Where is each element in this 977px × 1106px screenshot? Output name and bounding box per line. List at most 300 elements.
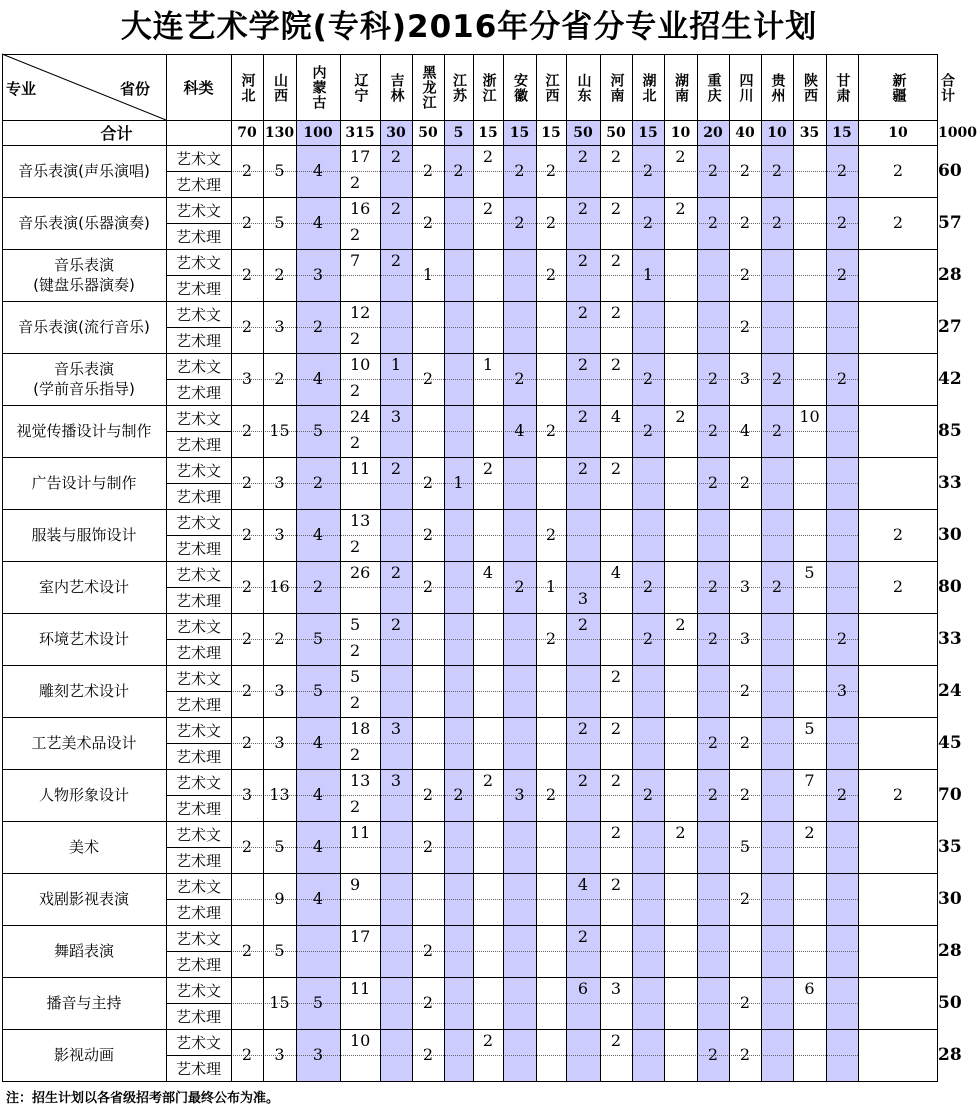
shaded-column xyxy=(503,120,536,1081)
quota-combined: 2 xyxy=(545,213,557,232)
province-total: 315 xyxy=(345,124,375,141)
quota-combined: 2 xyxy=(642,213,654,232)
row-total: 60 xyxy=(938,161,962,181)
row-total: 33 xyxy=(938,473,962,493)
quota-combined: 5 xyxy=(312,629,324,648)
quota-combined: 3 xyxy=(312,265,324,284)
quota-combined: 2 xyxy=(422,213,434,232)
quota-combined: 2 xyxy=(422,369,434,388)
stream-arts-liberal: 艺术文 xyxy=(175,1033,221,1052)
quota-arts-liberal: 5 xyxy=(804,563,815,582)
quota-combined: 2 xyxy=(707,733,719,752)
major-name: 音乐表演(声乐演唱) xyxy=(18,162,150,180)
quota-combined: 2 xyxy=(422,161,434,180)
province-header: 河南 xyxy=(608,72,625,103)
quota-combined: 5 xyxy=(274,837,285,856)
quota-arts-liberal: 2 xyxy=(577,407,589,426)
quota-arts-liberal: 26 xyxy=(350,563,371,582)
quota-combined: 2 xyxy=(274,265,285,284)
quota-combined: 2 xyxy=(836,629,848,648)
quota-arts-liberal: 2 xyxy=(390,615,402,634)
row-total: 70 xyxy=(938,785,962,805)
quota-arts-liberal: 1 xyxy=(482,355,494,374)
shaded-column xyxy=(761,120,793,1081)
grid-line xyxy=(296,54,297,1081)
stream-arts-liberal: 艺术文 xyxy=(175,981,221,1000)
quota-combined: 2 xyxy=(642,629,654,648)
stream-arts-liberal: 艺术文 xyxy=(175,721,221,740)
quota-combined: 2 xyxy=(739,213,751,232)
quota-combined: 5 xyxy=(274,213,285,232)
row-total: 24 xyxy=(938,681,962,701)
quota-combined: 2 xyxy=(707,369,719,388)
stream-arts-science: 艺术理 xyxy=(175,955,221,974)
province-header: 江西 xyxy=(543,72,560,103)
quota-combined: 2 xyxy=(707,1045,719,1064)
quota-arts-liberal: 3 xyxy=(390,771,402,790)
quota-combined: 1 xyxy=(453,473,464,492)
quota-combined: 3 xyxy=(241,369,253,388)
row-total: 80 xyxy=(938,577,962,597)
province-total: 10 xyxy=(888,124,908,141)
stream-arts-liberal: 艺术文 xyxy=(175,253,221,272)
quota-combined: 2 xyxy=(422,941,434,960)
quota-combined: 2 xyxy=(771,577,783,596)
quota-arts-liberal: 2 xyxy=(675,199,686,218)
quota-arts-science: 2 xyxy=(350,797,361,816)
quota-combined: 4 xyxy=(312,733,324,752)
quota-arts-liberal: 24 xyxy=(350,407,371,426)
quota-combined: 2 xyxy=(422,1045,434,1064)
province-header: 甘肃 xyxy=(834,72,851,103)
major-name: 室内艺术设计 xyxy=(38,578,129,596)
quota-arts-liberal: 2 xyxy=(577,147,589,166)
quota-arts-liberal: 2 xyxy=(577,303,589,322)
quota-combined: 2 xyxy=(707,161,719,180)
quota-combined: 4 xyxy=(739,421,751,440)
quota-combined: 2 xyxy=(545,161,557,180)
row-total: 33 xyxy=(938,629,962,649)
quota-combined: 3 xyxy=(274,1045,285,1064)
quota-combined: 2 xyxy=(739,733,751,752)
quota-arts-liberal: 2 xyxy=(610,875,622,894)
quota-combined: 2 xyxy=(241,213,253,232)
quota-arts-liberal: 2 xyxy=(577,927,589,946)
quota-combined: 2 xyxy=(707,577,719,596)
row-total: 57 xyxy=(938,213,962,233)
quota-arts-liberal: 13 xyxy=(350,511,371,530)
province-header: 陕西 xyxy=(802,72,818,103)
quota-combined: 5 xyxy=(312,993,324,1012)
quota-arts-liberal: 2 xyxy=(577,355,589,374)
quota-combined: 4 xyxy=(312,213,324,232)
quota-combined: 2 xyxy=(453,161,464,180)
province-total: 5 xyxy=(453,124,464,141)
footnote: 注：招生计划以各省级招考部门最终公布为准。 xyxy=(6,1091,280,1106)
province-total: 15 xyxy=(509,124,530,141)
province-header: 河北 xyxy=(239,72,256,103)
stream-arts-liberal: 艺术文 xyxy=(175,357,221,376)
row-total: 45 xyxy=(938,733,962,753)
quota-combined: 2 xyxy=(241,161,253,180)
major-name: 人物形象设计 xyxy=(38,786,129,804)
quota-combined: 2 xyxy=(892,525,904,544)
stream-arts-science: 艺术理 xyxy=(175,1059,221,1078)
stream-arts-science: 艺术理 xyxy=(175,695,221,714)
quota-combined: 1 xyxy=(422,265,434,284)
stream-arts-science: 艺术理 xyxy=(175,643,221,662)
quota-combined: 2 xyxy=(739,265,751,284)
quota-combined: 2 xyxy=(739,317,751,336)
quota-combined: 2 xyxy=(739,785,751,804)
quota-combined: 2 xyxy=(707,629,719,648)
grid-line xyxy=(412,54,413,1081)
stream-arts-liberal: 艺术文 xyxy=(175,201,221,220)
grid-line xyxy=(263,54,264,1081)
quota-combined: 3 xyxy=(739,577,751,596)
province-total: 50 xyxy=(573,124,593,141)
quota-combined: 2 xyxy=(707,421,719,440)
quota-combined: 4 xyxy=(312,161,324,180)
stream-arts-science: 艺术理 xyxy=(175,903,221,922)
quota-combined: 2 xyxy=(771,161,783,180)
quota-combined: 2 xyxy=(739,681,751,700)
major-name: 戏剧影视表演 xyxy=(38,890,129,908)
quota-combined: 2 xyxy=(642,577,654,596)
quota-combined: 2 xyxy=(739,473,751,492)
province-total: 30 xyxy=(386,124,406,141)
quota-arts-liberal: 2 xyxy=(610,771,622,790)
quota-arts-liberal: 2 xyxy=(675,823,686,842)
province-header: 吉林 xyxy=(388,72,405,103)
stream-arts-liberal: 艺术文 xyxy=(175,565,221,584)
quota-combined: 4 xyxy=(312,889,324,908)
stream-arts-science: 艺术理 xyxy=(175,591,221,610)
major-name: 雕刻艺术设计 xyxy=(38,682,129,700)
quota-arts-liberal: 4 xyxy=(577,875,589,894)
province-header: 湖北 xyxy=(640,72,657,103)
quota-combined: 2 xyxy=(422,993,434,1012)
quota-arts-science: 2 xyxy=(350,537,361,556)
quota-combined: 2 xyxy=(892,161,904,180)
quota-arts-liberal: 2 xyxy=(610,355,622,374)
stream-arts-science: 艺术理 xyxy=(175,435,221,454)
quota-arts-liberal: 2 xyxy=(390,563,402,582)
quota-combined: 2 xyxy=(422,577,434,596)
province-total: 35 xyxy=(799,124,820,141)
row-total: 35 xyxy=(938,837,962,857)
quota-combined: 3 xyxy=(514,785,525,804)
quota-arts-liberal: 2 xyxy=(577,615,589,634)
quota-arts-liberal: 3 xyxy=(390,407,402,426)
stream-arts-liberal: 艺术文 xyxy=(175,461,221,480)
row-total: 28 xyxy=(938,265,962,285)
province-header-label: 省份 xyxy=(120,80,151,98)
quota-arts-liberal: 11 xyxy=(350,979,371,998)
quota-combined: 2 xyxy=(514,161,525,180)
quota-combined: 2 xyxy=(707,785,719,804)
quota-combined: 2 xyxy=(707,473,719,492)
quota-arts-liberal: 2 xyxy=(482,147,494,166)
major-name: 音乐表演 (学前音乐指导) xyxy=(33,360,135,398)
quota-combined: 2 xyxy=(241,837,253,856)
quota-combined: 2 xyxy=(241,941,253,960)
quota-combined: 9 xyxy=(274,889,285,908)
quota-combined: 2 xyxy=(892,213,904,232)
quota-arts-liberal: 2 xyxy=(482,1031,494,1050)
quota-combined: 2 xyxy=(241,629,253,648)
quota-combined: 3 xyxy=(312,1045,324,1064)
quota-combined: 2 xyxy=(241,473,253,492)
row-total: 30 xyxy=(938,889,962,909)
row-total: 28 xyxy=(938,941,962,961)
quota-arts-liberal: 13 xyxy=(350,771,371,790)
quota-combined: 2 xyxy=(241,577,253,596)
quota-arts-science: 2 xyxy=(350,641,361,660)
quota-combined: 2 xyxy=(422,473,434,492)
quota-arts-science: 3 xyxy=(577,589,589,608)
quota-combined: 2 xyxy=(892,577,904,596)
quota-combined: 2 xyxy=(642,161,654,180)
quota-arts-liberal: 10 xyxy=(350,355,371,374)
province-total: 15 xyxy=(832,124,852,141)
quota-combined: 3 xyxy=(739,629,751,648)
row-total: 85 xyxy=(938,421,962,441)
quota-arts-science: 2 xyxy=(350,745,361,764)
grid-line xyxy=(632,54,633,1081)
stream-arts-liberal: 艺术文 xyxy=(175,669,221,688)
quota-combined: 2 xyxy=(241,681,253,700)
grid-line xyxy=(2,54,3,1081)
quota-combined: 3 xyxy=(274,733,285,752)
quota-combined: 2 xyxy=(545,265,557,284)
quota-arts-liberal: 2 xyxy=(675,615,686,634)
stream-arts-science: 艺术理 xyxy=(175,851,221,870)
quota-combined: 3 xyxy=(274,681,285,700)
province-header: 四川 xyxy=(737,72,754,103)
quota-arts-liberal: 2 xyxy=(610,459,622,478)
quota-arts-science: 2 xyxy=(350,381,361,400)
quota-arts-liberal: 12 xyxy=(350,303,371,322)
stream-arts-science: 艺术理 xyxy=(175,539,221,558)
province-total: 15 xyxy=(478,124,498,141)
province-total: 70 xyxy=(237,124,257,141)
quota-arts-liberal: 2 xyxy=(610,823,622,842)
province-header: 内蒙古 xyxy=(310,65,327,110)
quota-arts-liberal: 2 xyxy=(675,147,686,166)
major-header-label: 专业 xyxy=(6,80,37,98)
quota-combined: 4 xyxy=(514,421,525,440)
quota-combined: 2 xyxy=(836,785,848,804)
quota-combined: 2 xyxy=(739,993,751,1012)
quota-arts-liberal: 1 xyxy=(390,355,402,374)
stream-arts-liberal: 艺术文 xyxy=(175,305,221,324)
quota-combined: 2 xyxy=(739,1045,751,1064)
grid-line xyxy=(761,54,762,1081)
grid-line xyxy=(858,54,859,1081)
province-header: 重庆 xyxy=(705,72,722,103)
quota-arts-liberal: 9 xyxy=(350,875,361,894)
province-header: 辽宁 xyxy=(352,72,369,103)
major-name: 工艺美术品设计 xyxy=(31,734,137,752)
quota-arts-liberal: 5 xyxy=(350,667,361,686)
quota-arts-liberal: 17 xyxy=(350,927,371,946)
quota-combined: 3 xyxy=(241,785,253,804)
quota-arts-liberal: 17 xyxy=(350,147,371,166)
quota-combined: 2 xyxy=(771,213,783,232)
quota-combined: 5 xyxy=(312,421,324,440)
quota-arts-liberal: 2 xyxy=(577,199,589,218)
quota-combined: 2 xyxy=(739,889,751,908)
quota-combined: 2 xyxy=(241,317,253,336)
quota-combined: 2 xyxy=(241,733,253,752)
province-header: 浙江 xyxy=(480,72,497,103)
quota-combined: 5 xyxy=(739,837,751,856)
quota-combined: 2 xyxy=(892,785,904,804)
province-total: 15 xyxy=(638,124,658,141)
major-name: 播音与主持 xyxy=(46,994,122,1012)
quota-combined: 2 xyxy=(312,473,324,492)
quota-arts-liberal: 2 xyxy=(482,771,494,790)
quota-combined: 4 xyxy=(312,525,324,544)
province-total: 10 xyxy=(767,124,787,141)
quota-combined: 2 xyxy=(241,421,253,440)
quota-combined: 2 xyxy=(422,785,434,804)
quota-combined: 2 xyxy=(545,629,557,648)
quota-combined: 2 xyxy=(836,161,848,180)
grid-line xyxy=(826,54,827,1081)
quota-arts-liberal: 16 xyxy=(350,199,371,218)
province-total: 1000 xyxy=(938,124,977,141)
quota-arts-liberal: 2 xyxy=(577,459,589,478)
province-header: 湖南 xyxy=(673,72,689,103)
stream-arts-liberal: 艺术文 xyxy=(175,149,221,168)
quota-combined: 4 xyxy=(312,369,324,388)
stream-arts-science: 艺术理 xyxy=(175,227,221,246)
quota-combined: 2 xyxy=(514,213,525,232)
quota-combined: 4 xyxy=(312,785,324,804)
province-header: 合计 xyxy=(939,72,955,103)
quota-combined: 2 xyxy=(422,525,434,544)
quota-arts-liberal: 2 xyxy=(610,251,622,270)
quota-combined: 1 xyxy=(642,265,654,284)
province-total: 50 xyxy=(418,124,438,141)
stream-arts-liberal: 艺术文 xyxy=(175,409,221,428)
quota-combined: 3 xyxy=(274,317,285,336)
quota-arts-liberal: 2 xyxy=(390,459,402,478)
quota-arts-liberal: 3 xyxy=(390,719,402,738)
shaded-column xyxy=(444,120,473,1081)
province-total: 10 xyxy=(670,124,691,141)
quota-combined: 3 xyxy=(739,369,751,388)
quota-arts-science: 2 xyxy=(350,329,361,348)
stream-arts-science: 艺术理 xyxy=(175,279,221,298)
quota-arts-liberal: 2 xyxy=(675,407,686,426)
quota-combined: 3 xyxy=(274,525,285,544)
quota-arts-liberal: 5 xyxy=(350,615,361,634)
quota-combined: 5 xyxy=(312,681,324,700)
quota-combined: 1 xyxy=(545,577,557,596)
row-total: 30 xyxy=(938,525,962,545)
quota-combined: 2 xyxy=(274,629,285,648)
stream-arts-science: 艺术理 xyxy=(175,1007,221,1026)
quota-arts-liberal: 3 xyxy=(610,979,622,998)
quota-combined: 2 xyxy=(241,1045,253,1064)
quota-arts-liberal: 2 xyxy=(804,823,815,842)
major-name: 音乐表演(流行音乐) xyxy=(18,318,150,336)
page-title: 大连艺术学院(专科)2016年分省分专业招生计划 xyxy=(120,9,818,45)
quota-combined: 2 xyxy=(771,369,783,388)
quota-combined: 15 xyxy=(269,421,290,440)
stream-arts-liberal: 艺术文 xyxy=(175,877,221,896)
quota-arts-liberal: 2 xyxy=(610,147,622,166)
quota-combined: 2 xyxy=(241,525,253,544)
province-total: 15 xyxy=(541,124,561,141)
grid-line xyxy=(231,54,232,1081)
stream-arts-liberal: 艺术文 xyxy=(175,773,221,792)
quota-arts-liberal: 2 xyxy=(390,147,402,166)
province-total: 100 xyxy=(303,124,333,141)
major-name: 服装与服饰设计 xyxy=(31,526,137,544)
quota-arts-science: 2 xyxy=(350,173,361,192)
province-header: 贵州 xyxy=(769,72,786,103)
row-total: 42 xyxy=(938,369,962,389)
quota-combined: 16 xyxy=(269,577,290,596)
quota-arts-liberal: 2 xyxy=(482,199,494,218)
quota-combined: 2 xyxy=(545,421,557,440)
stream-arts-science: 艺术理 xyxy=(175,383,221,402)
quota-arts-liberal: 4 xyxy=(610,407,622,426)
quota-arts-liberal: 2 xyxy=(577,771,589,790)
quota-combined: 2 xyxy=(241,265,253,284)
quota-combined: 2 xyxy=(836,213,848,232)
province-header: 山东 xyxy=(575,72,592,103)
grid-line xyxy=(536,54,537,1081)
quota-combined: 2 xyxy=(545,785,557,804)
quota-arts-liberal: 4 xyxy=(610,563,622,582)
stream-arts-liberal: 艺术文 xyxy=(175,513,221,532)
dotted-line xyxy=(231,951,858,952)
quota-arts-liberal: 7 xyxy=(350,251,361,270)
quota-combined: 2 xyxy=(771,421,783,440)
quota-combined: 13 xyxy=(269,785,290,804)
quota-combined: 2 xyxy=(642,421,654,440)
quota-combined: 3 xyxy=(836,681,848,700)
quota-arts-liberal: 11 xyxy=(350,459,371,478)
stream-arts-science: 艺术理 xyxy=(175,331,221,350)
quota-combined: 3 xyxy=(274,473,285,492)
province-total: 20 xyxy=(703,124,723,141)
stream-arts-science: 艺术理 xyxy=(175,175,221,194)
quota-combined: 2 xyxy=(836,369,848,388)
quota-arts-liberal: 2 xyxy=(610,303,622,322)
quota-arts-liberal: 2 xyxy=(610,667,622,686)
quota-combined: 2 xyxy=(312,317,324,336)
quota-combined: 2 xyxy=(545,525,557,544)
grid-line xyxy=(697,54,698,1081)
province-header: 安徽 xyxy=(512,72,528,103)
province-header: 江苏 xyxy=(451,72,467,103)
grid-line xyxy=(2,1081,938,1082)
quota-combined: 2 xyxy=(274,369,285,388)
quota-combined: 2 xyxy=(312,577,324,596)
major-name: 视觉传播设计与制作 xyxy=(16,422,152,440)
province-header: 山西 xyxy=(272,72,288,103)
quota-arts-liberal: 2 xyxy=(577,719,589,738)
stream-arts-science: 艺术理 xyxy=(175,799,221,818)
quota-combined: 2 xyxy=(514,369,525,388)
quota-arts-liberal: 18 xyxy=(350,719,371,738)
